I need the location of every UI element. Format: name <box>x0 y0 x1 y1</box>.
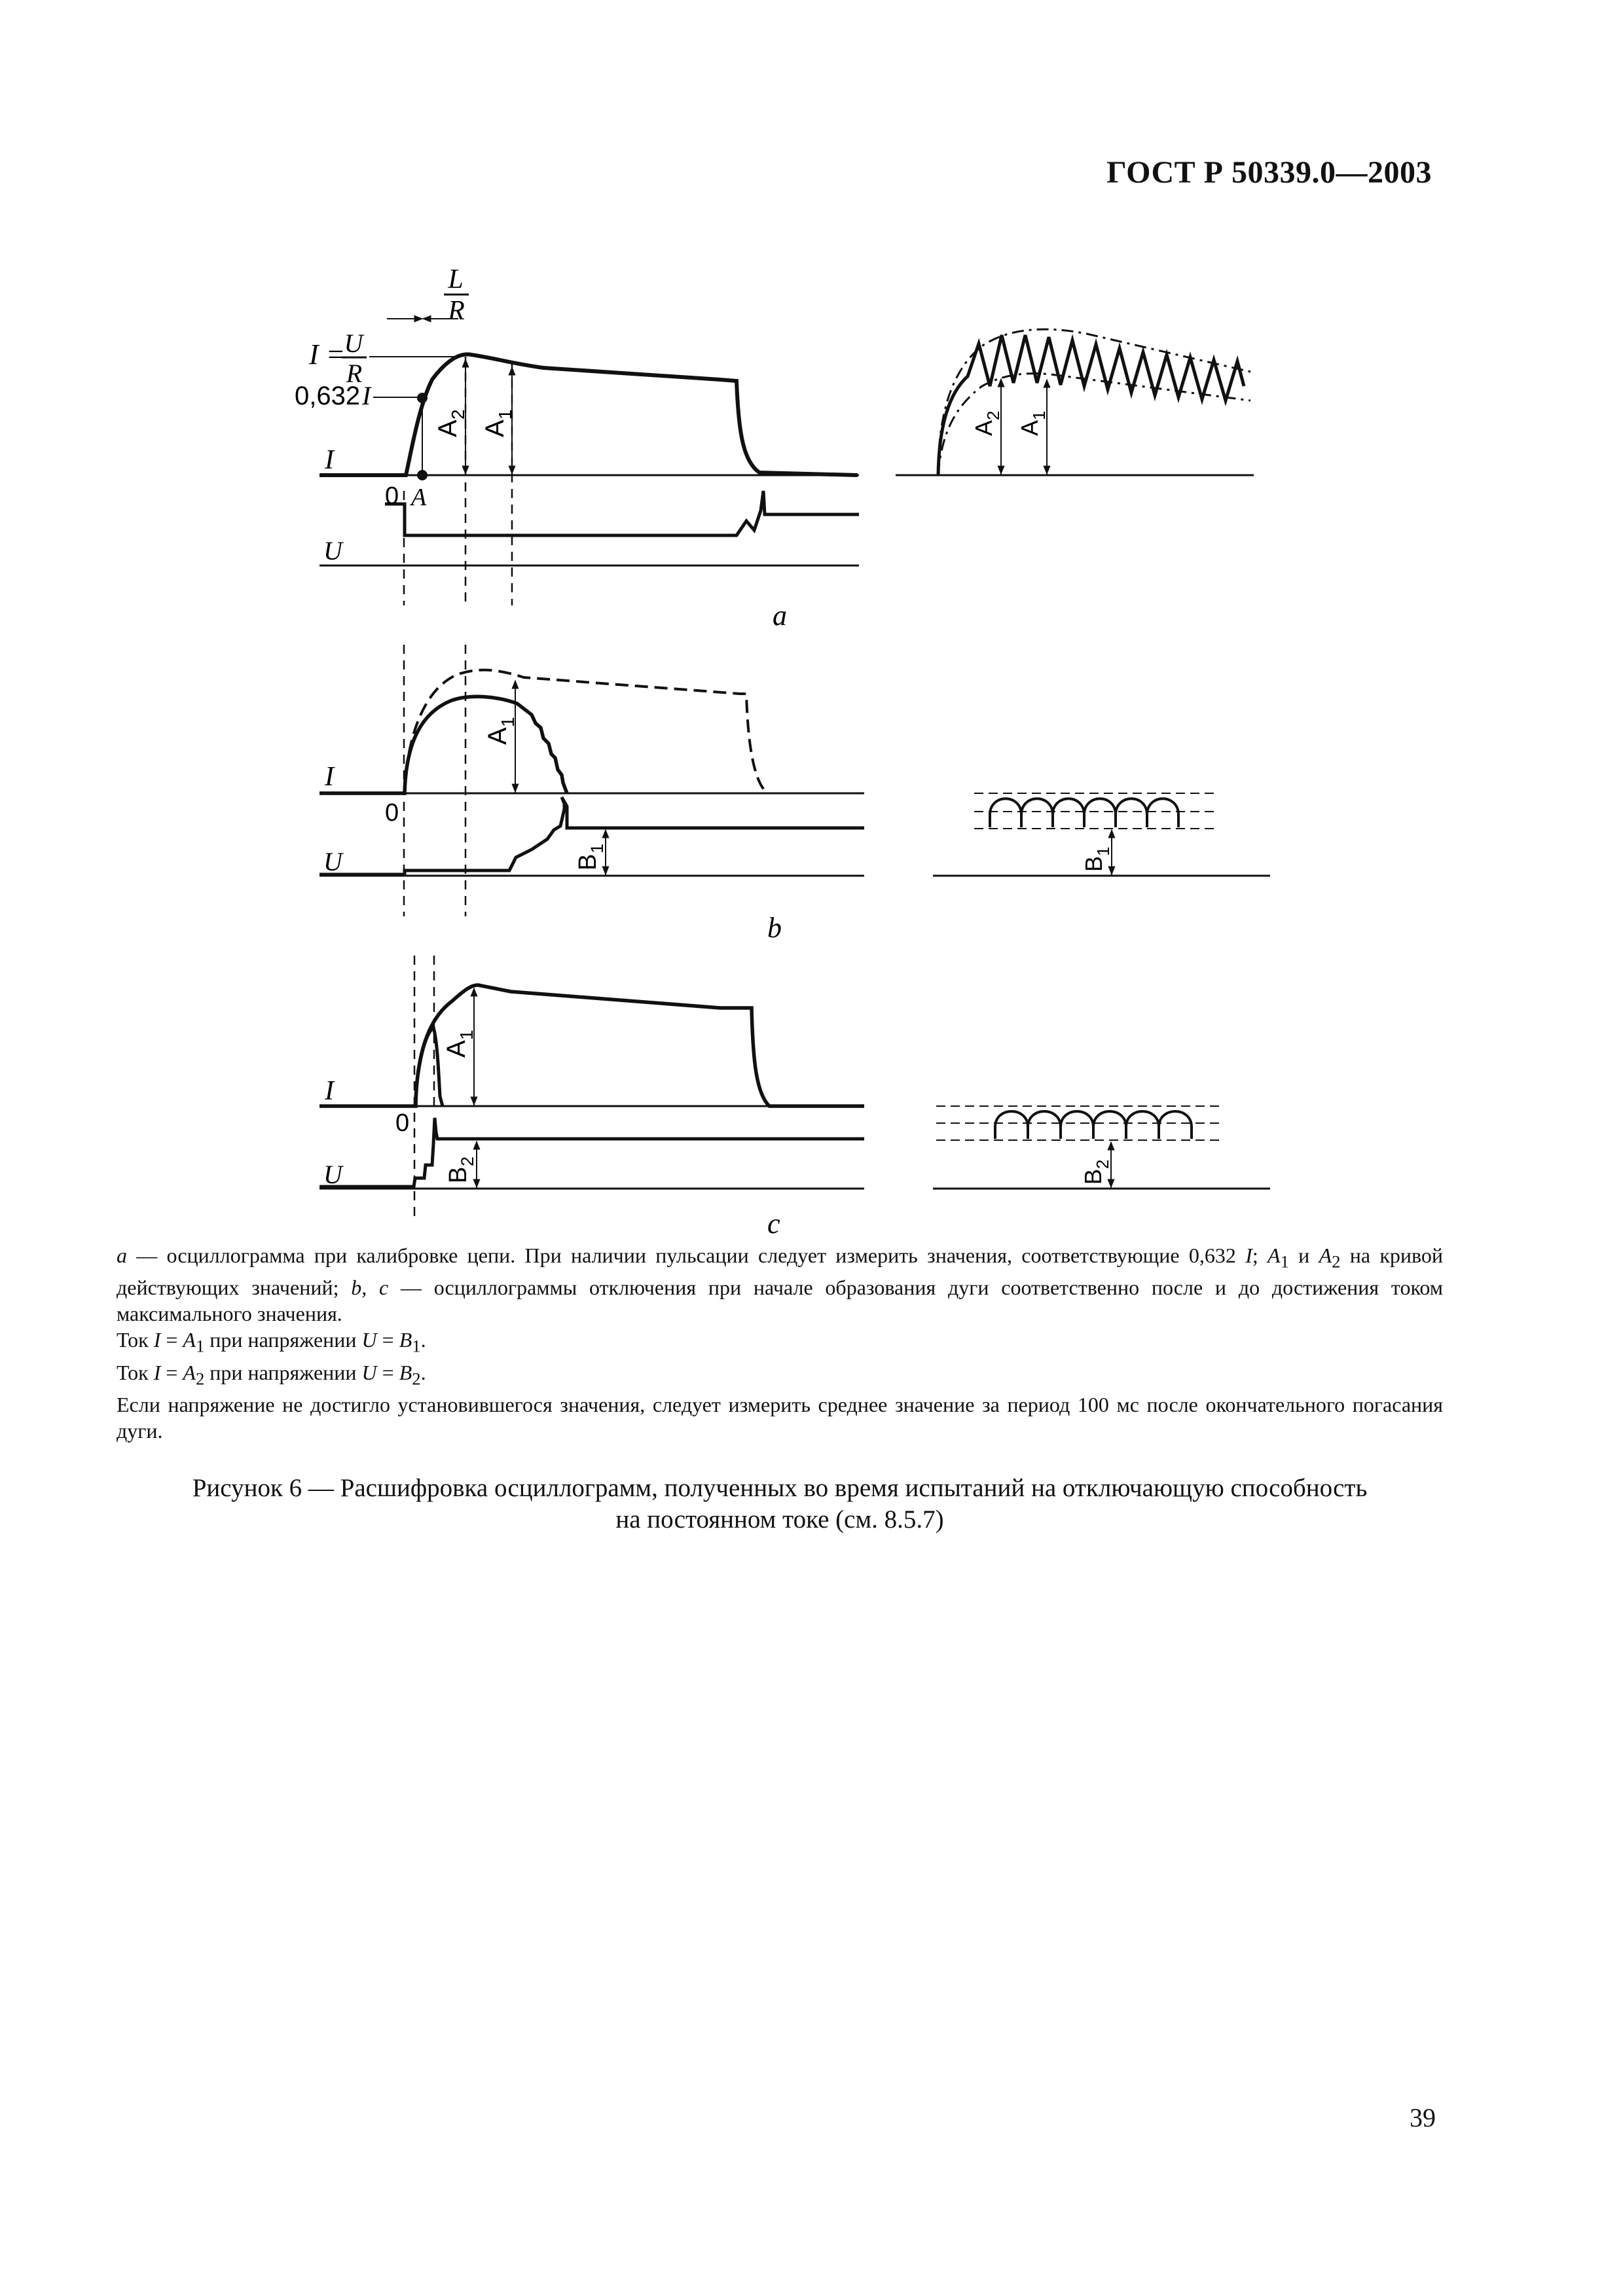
zero-label-b: 0 <box>385 799 399 827</box>
lr-numerator: L <box>448 264 464 295</box>
svg-text:2: 2 <box>448 409 468 420</box>
note-current-1: Ток $I = A_1$ при напряжении $U = B_1$. <box>117 1328 426 1356</box>
page-number: 39 <box>1410 2103 1436 2132</box>
svg-text:B: B <box>1080 855 1107 872</box>
svg-text:2: 2 <box>458 1156 477 1166</box>
axis-u-label-b: U <box>323 847 342 876</box>
axis-i-label-b: I <box>325 762 334 792</box>
ripple-label-b2 <box>1080 1160 1112 1185</box>
axis-u-label-a: U <box>323 536 342 565</box>
i-0632-label: 0,632 <box>295 382 361 410</box>
svg-text:1: 1 <box>587 843 607 853</box>
note-calibration: a — осциллограмма при калибровке цепи. При наличии пульсации следует измерить значения, соответствующие 0,632 I; $A_1$ и $A_2$ на кривой действующих значений; b, c — осциллограммы отключения при начале образования дуги соответственно после и до достижения током максимального значения. <box>117 1244 1444 1326</box>
ripple-label-a1 <box>1016 411 1049 436</box>
u-numerator: U <box>344 329 363 358</box>
panel-b-label: b <box>767 912 782 944</box>
svg-text:B: B <box>445 1166 472 1183</box>
label-b-b1 <box>574 844 607 870</box>
panel-c <box>319 956 1270 1240</box>
svg-text:A: A <box>1016 420 1043 436</box>
svg-text:1: 1 <box>1029 410 1049 420</box>
r-denominator: R <box>346 359 363 388</box>
ripple-label-b1 <box>1080 847 1113 872</box>
ripple-wave-a <box>938 335 1244 475</box>
i-0632-symbol: I <box>362 381 371 410</box>
svg-text:A: A <box>442 1040 471 1058</box>
ripple-detail-c <box>933 1106 1270 1189</box>
panel-b <box>319 645 1270 944</box>
label-c-a1 <box>442 1030 477 1058</box>
ripple-label-a2 <box>970 411 1003 436</box>
caption-line-2: на постоянном токе (см. 8.5.7) <box>615 1505 944 1534</box>
ripple-detail-a <box>896 329 1254 475</box>
zero-label-a: 0 <box>385 482 399 510</box>
svg-text:B: B <box>1080 1168 1106 1185</box>
point-a-label: A <box>411 484 427 511</box>
note-current-2: Ток $I = A_2$ при напряжении $U = B_2$. <box>117 1360 426 1389</box>
svg-text:A: A <box>433 420 462 437</box>
panel-a-label: a <box>773 600 787 632</box>
note-voltage: Если напряжение не достигло установившегося значения, следует измерить среднее значение за период 100 мс после окончательного погасания дуги. <box>117 1393 1443 1443</box>
axis-u-label-c: U <box>323 1160 342 1189</box>
svg-text:1: 1 <box>498 717 518 727</box>
current-dashed-b <box>405 670 766 792</box>
axis-i-label-a: I <box>325 445 334 475</box>
label-a2 <box>433 409 468 437</box>
lr-denominator: R <box>448 296 465 326</box>
svg-text:B: B <box>574 853 602 870</box>
label-c-b2 <box>445 1157 477 1183</box>
current-curve-a <box>319 354 858 475</box>
ripple-wave-c <box>995 1111 1192 1139</box>
svg-text:A: A <box>483 727 512 745</box>
label-a1 <box>481 409 515 437</box>
label-b-a1 <box>483 717 518 745</box>
svg-text:2: 2 <box>983 410 1003 420</box>
svg-text:2: 2 <box>1093 1159 1112 1169</box>
current-curve-c <box>319 985 864 1106</box>
ripple-detail-b <box>933 793 1270 876</box>
figure-notes <box>117 1242 1443 1444</box>
point-a <box>417 470 428 480</box>
svg-text:1: 1 <box>456 1030 477 1040</box>
caption-line-1: Рисунок 6 — Расшифровка осциллограмм, полученных во время испытаний на отключающую способность <box>192 1474 1368 1502</box>
svg-text:A: A <box>481 420 509 437</box>
voltage-curve-a <box>385 491 859 535</box>
current-arc-c <box>415 1028 443 1106</box>
figure-caption <box>117 1473 1443 1535</box>
ripple-wave-b <box>990 798 1178 827</box>
panel-a <box>295 264 1254 632</box>
standard-code: ГОСТ Р 50339.0—2003 <box>1106 155 1432 190</box>
zero-label-c: 0 <box>395 1109 410 1137</box>
note-term-a: a <box>117 1244 127 1267</box>
axis-i-label-c: I <box>325 1076 334 1106</box>
svg-text:A: A <box>970 420 997 436</box>
panel-c-label: c <box>767 1208 780 1240</box>
i-equals-label: I = <box>309 338 346 370</box>
current-curve-b <box>319 696 567 793</box>
svg-text:1: 1 <box>495 409 515 420</box>
svg-text:1: 1 <box>1093 846 1113 856</box>
